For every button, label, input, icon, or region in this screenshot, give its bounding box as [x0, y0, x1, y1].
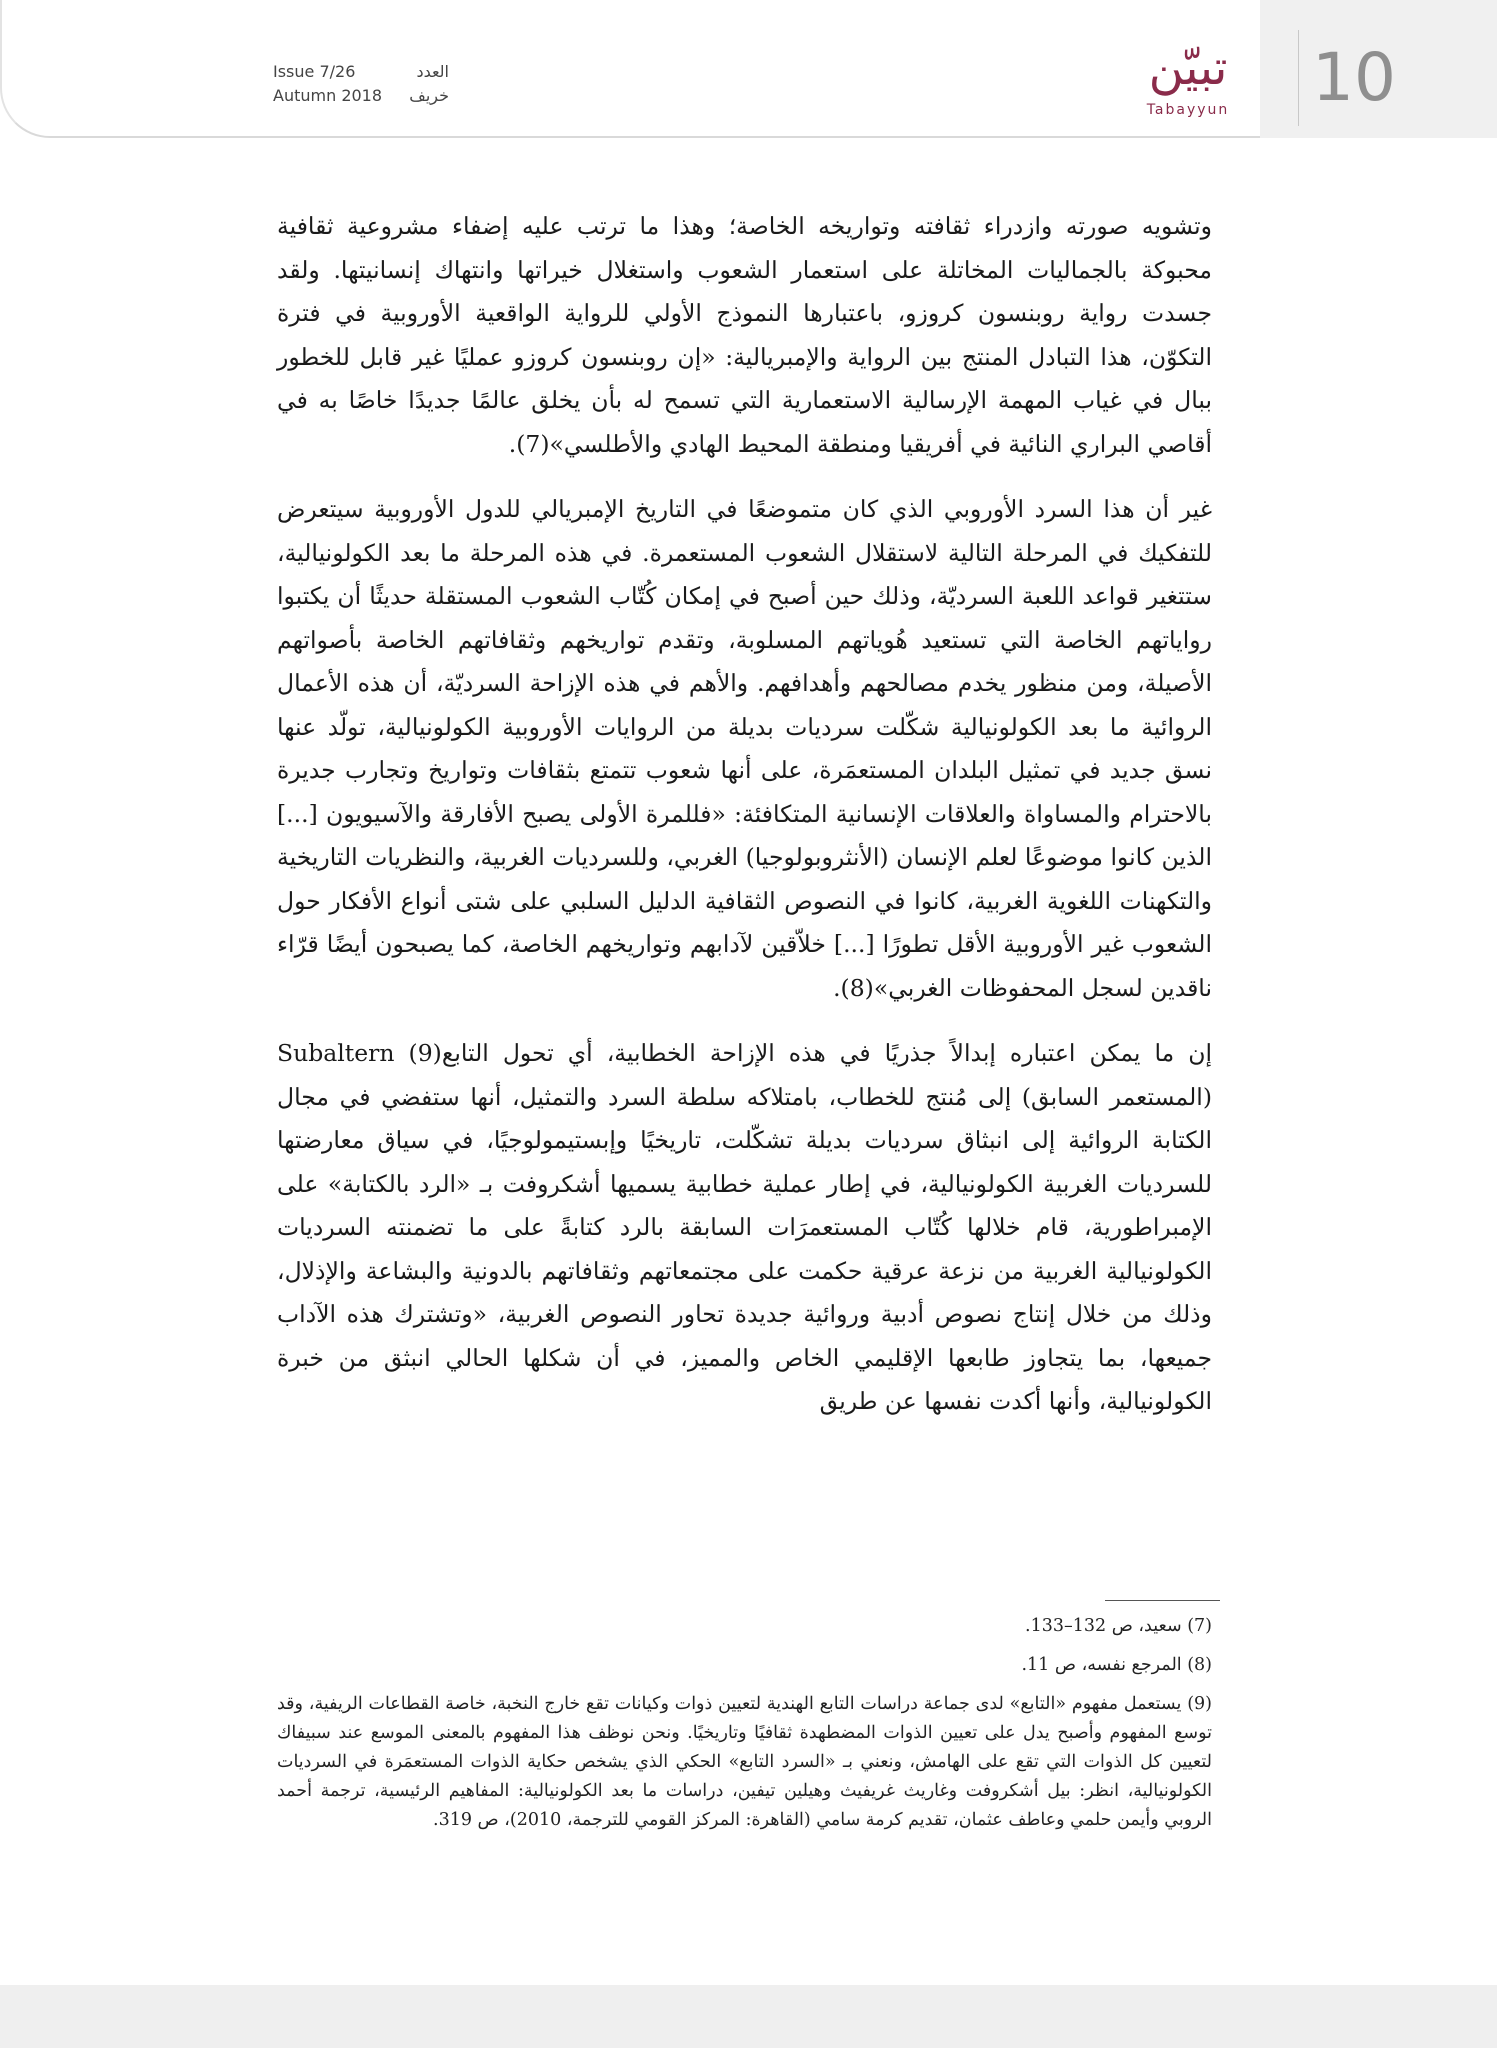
issue-label-ar: العدد	[416, 62, 449, 81]
season-en: Autumn 2018	[273, 86, 383, 105]
footnote-8: (8) المرجع نفسه، ص 11.	[1021, 1655, 1212, 1675]
logo-arabic: تبيّن	[1148, 40, 1228, 96]
issue-number-en: Issue 7/26	[273, 62, 356, 81]
page-number: 10	[1312, 39, 1396, 116]
header-divider	[1298, 30, 1299, 126]
body-paragraph: وتشويه صورته وازدراء ثقافته وتواريخه الخاصة؛ وهذا ما ترتب عليه إضفاء مشروعية ثقافية محبوكة بالجماليات المخاتلة على استعمار الشعوب واستغلال خيراتها وانتهاك إنسانيتها. ولقد جسدت رواية روبنسون كروزو، باعتبارها النموذج الأولي للرواية الواقعية الأوروبية في فترة التكوّن، هذا التبادل المنتج بين الرواية والإمبريالية: «إن روبنسون كروزو عمليًا غير قابل للخطور ببال في غياب المهمة الإرسالية الاستعمارية التي تسمح له بأن يخلق عالمًا جديدًا خاصًا به في أقاصي البراري النائية في أفريقيا ومنطقة المحيط الهادي والأطلسي»(7).	[277, 212, 1212, 458]
footer-band	[0, 1985, 1497, 2048]
logo-latin: Tabayyun	[1146, 102, 1230, 118]
body-paragraph: إن ما يمكن اعتباره إبدالاً جذريًا في هذه الإزاحة الخطابية، أي تحول التابع(9) Subaltern (المستعمر السابق) إلى مُنتج للخطاب، بامتلاكه سلطة السرد والتمثيل، أنها ستفضي في مجال الكتابة الروائية إلى انبثاق سرديات بديلة تشكّلت، تاريخيًا وإبستيمولوجيًا، في سياق معارضتها للسرديات الغربية الكولونيالية، في إطار عملية خطابية يسميها أشكروفت بـ «الرد بالكتابة» على الإمبراطورية، قام خلالها كُتّاب المستعمرَات السابقة بالرد كتابةً على ما تضمنته السرديات الكولونيالية الغربية من نزعة عرقية حكمت على مجتمعاتهم وثقافاتهم بالدونية والبشاعة والإذلال، وذلك من خلال إنتاج نصوص أدبية وروائية جديدة تحاور النصوص الغربية، «وتشترك هذه الآداب جميعها، بما يتجاوز طابعها الإقليمي الخاص والمميز، في أن شكلها الحالي انبثق من خبرة الكولونيالية، وأنها أكدت نفسها عن طريق	[277, 1039, 1212, 1415]
body-paragraph: غير أن هذا السرد الأوروبي الذي كان متموضعًا في التاريخ الإمبريالي للدول الأوروبية سيتعرض للتفكيك في المرحلة التالية لاستقلال الشعوب المستعمرة. في هذه المرحلة ما بعد الكولونيالية، ستتغير قواعد اللعبة السرديّة، وذلك حين أصبح في إمكان كُتّاب الشعوب المستقلة حديثًا أن يكتبوا رواياتهم الخاصة التي تستعيد هُوياتهم المسلوبة، وتقدم تواريخهم وثقافاتهم الخاصة بأصواتهم الأصيلة، ومن منظور يخدم مصالحهم وأهدافهم. والأهم في هذه الإزاحة السرديّة، أن هذه الأعمال الروائية ما بعد الكولونيالية شكّلت سرديات بديلة من الروايات الأوروبية الكولونيالية، تولّد عنها نسق جديد في تمثيل البلدان المستعمَرة، على أنها شعوب تتمتع بثقافات وتواريخ وتجارب جديرة بالاحترام والمساواة والعلاقات الإنسانية المتكافئة: «فللمرة الأولى يصبح الأفارقة والآسيويون [...] الذين كانوا موضوعًا لعلم الإنسان (الأنثروبولوجيا) الغربي، وللسرديات الغربية، والنظريات التاريخية والتكهنات اللغوية الغربية، كانوا في النصوص الثقافية الدليل السلبي على شتى أنواع الأفكار حول الشعوب غير الأوروبية الأقل تطورًا [...] خلاّقين لآدابهم وتواريخهم الخاصة، كما يصبحون أيضًا قرّاء ناقدين لسجل المحفوظات الغربي»(8).	[277, 495, 1212, 1002]
article-body	[277, 205, 1212, 1446]
season-ar: خريف	[409, 86, 449, 105]
journal-logo	[1118, 40, 1258, 130]
header-card	[0, 0, 1260, 138]
footnote-7: (7) سعيد، ص 132–133.	[1024, 1616, 1212, 1636]
footnote-separator	[1105, 1600, 1220, 1601]
footnotes	[277, 1612, 1212, 1845]
footnote-9: (9) يستعمل مفهوم «التابع» لدى جماعة دراسات التابع الهندية لتعيين ذوات وكيانات تقع خارج النخبة، خاصة القطاعات الريفية، وقد توسع المفهوم وأصبح يدل على تعيين الذوات المضطهدة ثقافيًا وتاريخيًا. ونحن نوظف هذا المفهوم بالمعنى الموسع عند سبيفاك لتعيين كل الذوات التي تقع على الهامش، ونعني بـ «السرد التابع» الحكي الذي يشخص حكاية الذوات المستعمَرة في السرديات الكولونيالية، انظر: بيل أشكروفت وغاريث غريفيث وهيلين تيفين، دراسات ما بعد الكولونيالية: المفاهيم الرئيسية، ترجمة أحمد الروبي وأيمن حلمي وعاطف عثمان، تقديم كرمة سامي (القاهرة: المركز القومي للترجمة، 2010)، ص 319.	[277, 1694, 1212, 1830]
issue-info	[273, 60, 449, 108]
